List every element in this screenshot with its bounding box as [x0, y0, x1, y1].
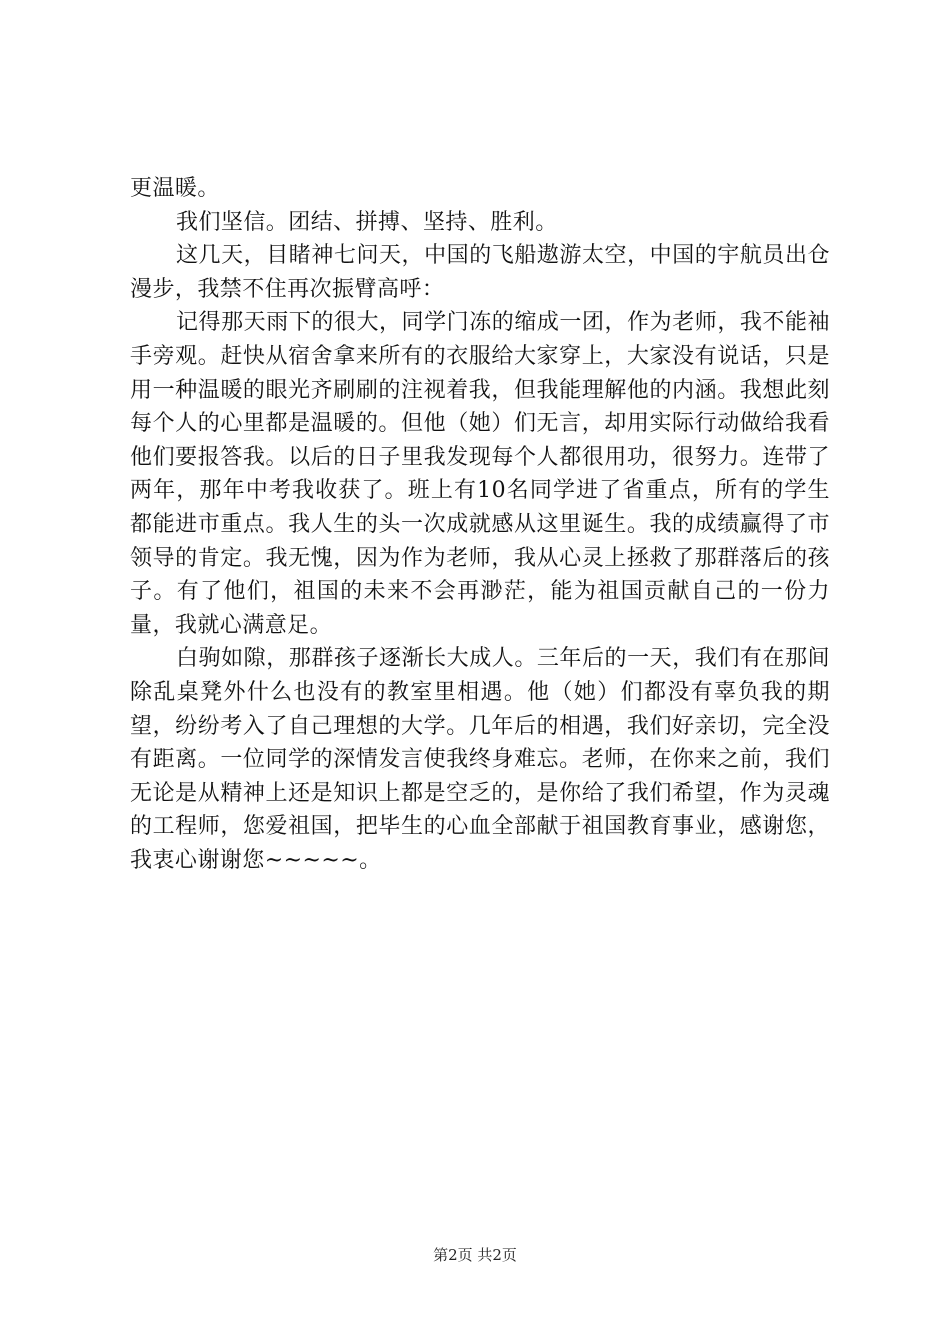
page-footer: 第2页 共2页 [433, 1246, 517, 1264]
paragraph-4: 记得那天雨下的很大，同学门冻的缩成一团，作为老师，我不能袖手旁观。赶快从宿舍拿来所有的衣服给大家穿上，大家没有说话，只是用一种温暖的眼光齐刷刷的注视着我，但我能理解他的内涵。我想此刻每个人的心里都是温暖的。但他（她）们无言，却用实际行动做给我看他们要报答我。以后的日子里我发现每个人都很用功，很努力。连带了两年，那年中考我收获了。班上有10名同学进了省重点，所有的学生都能进市重点。我人生的头一次成就感从这里诞生。我的成绩赢得了市领导的肯定。我无愧，因为作为老师，我从心灵上拯救了那群落后的孩子。有了他们，祖国的未来不会再渺茫，能为祖国贡献自己的一份力量，我就心满意足。 [130, 310, 830, 638]
paragraph-5: 白驹如隙，那群孩子逐渐长大成人。三年后的一天，我们有在那间除乱桌凳外什么也没有的教室里相遇。他（她）们都没有辜负我的期望，纷纷考入了自己理想的大学。几年后的相遇，我们好亲切，完全没有距离。一位同学的深情发言使我终身难忘。老师，在你来之前，我们无论是从精神上还是知识上都是空乏的，是你给了我们希望，作为灵魂的工程师，您爱祖国，把毕生的心血全部献于祖国教育事业，感谢您，我衷心谢谢您~~~~~。 [130, 646, 830, 873]
paragraph-3: 这几天，目睹神七问天，中国的飞船遨游太空，中国的宇航员出仓漫步，我禁不住再次振臂高呼： [130, 243, 830, 302]
body-text [130, 172, 830, 877]
paragraph-1: 更温暖。 [130, 176, 220, 201]
paragraph-2: 我们坚信。团结、拼搏、坚持、胜利。 [176, 209, 558, 235]
